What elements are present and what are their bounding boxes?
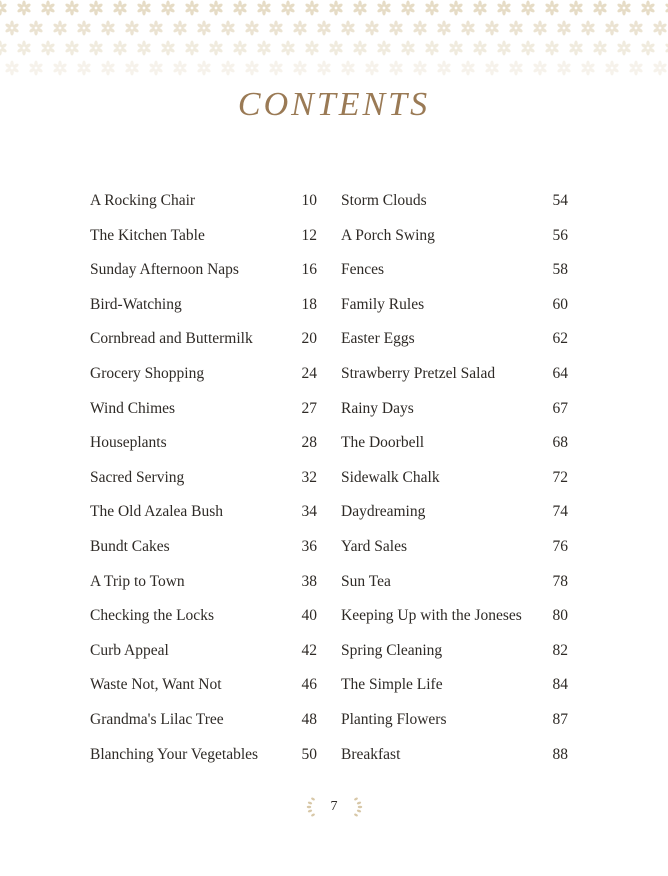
toc-entry-title: The Doorbell bbox=[341, 434, 425, 452]
toc-entry-title: Sacred Serving bbox=[90, 468, 185, 486]
toc-entry bbox=[90, 330, 317, 365]
toc-entry bbox=[90, 607, 317, 642]
toc-entry-title: Spring Cleaning bbox=[341, 641, 443, 659]
toc-entry bbox=[90, 227, 317, 262]
toc-entry-page: 48 bbox=[301, 710, 317, 728]
toc-entry-page: 60 bbox=[552, 295, 568, 313]
toc-entry-page: 58 bbox=[552, 261, 568, 279]
toc-entry bbox=[341, 573, 568, 608]
toc-entry bbox=[90, 746, 317, 781]
right-sprig-icon bbox=[352, 796, 364, 818]
toc-entry bbox=[90, 434, 317, 469]
toc-entry-page: 72 bbox=[552, 468, 568, 486]
toc-entry bbox=[90, 469, 317, 504]
toc-column-right bbox=[341, 192, 568, 780]
toc-entry-page: 16 bbox=[301, 261, 317, 279]
page-number: 7 bbox=[330, 799, 338, 814]
toc-entry bbox=[90, 192, 317, 227]
toc-entry bbox=[341, 296, 568, 331]
decorative-pattern-band bbox=[0, 0, 668, 84]
toc-entry-title: Blanching Your Vegetables bbox=[90, 745, 259, 763]
toc-entry-page: 84 bbox=[552, 676, 568, 694]
toc-entry-page: 80 bbox=[552, 607, 568, 625]
toc-entry bbox=[341, 330, 568, 365]
toc-entry-page: 42 bbox=[301, 641, 317, 659]
page-title: CONTENTS bbox=[237, 86, 431, 123]
toc-entry-page: 50 bbox=[301, 745, 317, 763]
toc-entry-page: 27 bbox=[301, 399, 317, 417]
toc-entry-page: 36 bbox=[301, 537, 317, 555]
toc-entry-title: Rainy Days bbox=[341, 399, 414, 417]
toc-entry-page: 62 bbox=[552, 330, 568, 348]
toc-entry bbox=[341, 503, 568, 538]
toc-entry-title: Yard Sales bbox=[341, 537, 408, 555]
page-footer bbox=[0, 796, 668, 818]
toc-entry bbox=[341, 227, 568, 262]
left-sprig-icon bbox=[305, 796, 317, 818]
toc-entry-title: Strawberry Pretzel Salad bbox=[341, 364, 496, 382]
toc-entry bbox=[90, 261, 317, 296]
toc-entry-title: Daydreaming bbox=[341, 503, 426, 521]
toc-entry-page: 56 bbox=[552, 226, 568, 244]
toc-entry-title: Family Rules bbox=[341, 295, 425, 313]
floral-pattern-icon bbox=[0, 0, 668, 84]
toc-entry-title: Planting Flowers bbox=[341, 710, 447, 728]
toc-entry-title: The Kitchen Table bbox=[90, 226, 205, 244]
toc-entry-page: 40 bbox=[301, 607, 317, 625]
toc-entry bbox=[90, 573, 317, 608]
toc-entry-page: 76 bbox=[552, 537, 568, 555]
toc-entry bbox=[341, 469, 568, 504]
toc-entry-title: Checking the Locks bbox=[90, 607, 214, 625]
toc-entry-page: 12 bbox=[301, 226, 317, 244]
toc-entry-title: Grandma's Lilac Tree bbox=[90, 710, 224, 728]
toc-entry bbox=[341, 365, 568, 400]
toc-entry-page: 64 bbox=[552, 364, 568, 382]
toc-entry-title: Cornbread and Buttermilk bbox=[90, 330, 253, 348]
toc-entry-title: A Trip to Town bbox=[90, 572, 185, 590]
table-of-contents bbox=[90, 192, 568, 780]
toc-entry-title: The Old Azalea Bush bbox=[90, 503, 224, 521]
toc-entry bbox=[341, 434, 568, 469]
toc-entry bbox=[341, 607, 568, 642]
toc-entry-title: Breakfast bbox=[341, 745, 401, 763]
toc-entry-title: Waste Not, Want Not bbox=[90, 676, 222, 694]
toc-entry-title: Sidewalk Chalk bbox=[341, 468, 440, 486]
toc-entry bbox=[90, 400, 317, 435]
toc-entry bbox=[90, 711, 317, 746]
toc-entry-page: 32 bbox=[301, 468, 317, 486]
toc-entry-title: The Simple Life bbox=[341, 676, 443, 694]
toc-entry-page: 46 bbox=[301, 676, 317, 694]
toc-entry-page: 28 bbox=[301, 434, 317, 452]
toc-entry-title: A Porch Swing bbox=[341, 226, 435, 244]
toc-entry bbox=[90, 365, 317, 400]
toc-entry-title: Fences bbox=[341, 261, 385, 279]
toc-entry bbox=[341, 746, 568, 781]
toc-entry bbox=[341, 642, 568, 677]
toc-entry-page: 24 bbox=[301, 364, 317, 382]
toc-entry bbox=[341, 538, 568, 573]
toc-entry-page: 10 bbox=[301, 192, 317, 209]
toc-entry-page: 74 bbox=[552, 503, 568, 521]
toc-entry-page: 18 bbox=[301, 295, 317, 313]
toc-entry-title: Sunday Afternoon Naps bbox=[90, 261, 239, 279]
toc-entry-page: 82 bbox=[552, 641, 568, 659]
toc-entry-page: 67 bbox=[552, 399, 568, 417]
toc-entry bbox=[341, 711, 568, 746]
toc-entry-title: Keeping Up with the Joneses bbox=[341, 607, 522, 625]
toc-entry-page: 78 bbox=[552, 572, 568, 590]
toc-entry-page: 38 bbox=[301, 572, 317, 590]
toc-column-left bbox=[90, 192, 317, 780]
toc-entry-title: Wind Chimes bbox=[90, 399, 176, 417]
toc-entry-title: Storm Clouds bbox=[341, 192, 427, 209]
toc-entry bbox=[341, 676, 568, 711]
toc-entry-title: Easter Eggs bbox=[341, 330, 415, 348]
toc-entry-title: Bird-Watching bbox=[90, 295, 182, 313]
toc-entry-page: 20 bbox=[301, 330, 317, 348]
toc-entry bbox=[341, 261, 568, 296]
toc-entry-page: 54 bbox=[552, 192, 568, 209]
toc-entry-title: Curb Appeal bbox=[90, 641, 169, 659]
toc-entry bbox=[90, 296, 317, 331]
toc-entry bbox=[90, 538, 317, 573]
toc-entry bbox=[341, 192, 568, 227]
toc-entry-title: A Rocking Chair bbox=[90, 192, 196, 209]
toc-entry bbox=[341, 400, 568, 435]
toc-entry-page: 34 bbox=[301, 503, 317, 521]
toc-entry-title: Grocery Shopping bbox=[90, 364, 205, 382]
toc-entry-page: 68 bbox=[552, 434, 568, 452]
toc-entry-page: 88 bbox=[552, 745, 568, 763]
toc-entry-title: Bundt Cakes bbox=[90, 537, 170, 555]
toc-entry-page: 87 bbox=[552, 710, 568, 728]
toc-entry bbox=[90, 503, 317, 538]
toc-entry-title: Sun Tea bbox=[341, 572, 391, 590]
toc-entry bbox=[90, 642, 317, 677]
toc-entry bbox=[90, 676, 317, 711]
toc-entry-title: Houseplants bbox=[90, 434, 167, 452]
